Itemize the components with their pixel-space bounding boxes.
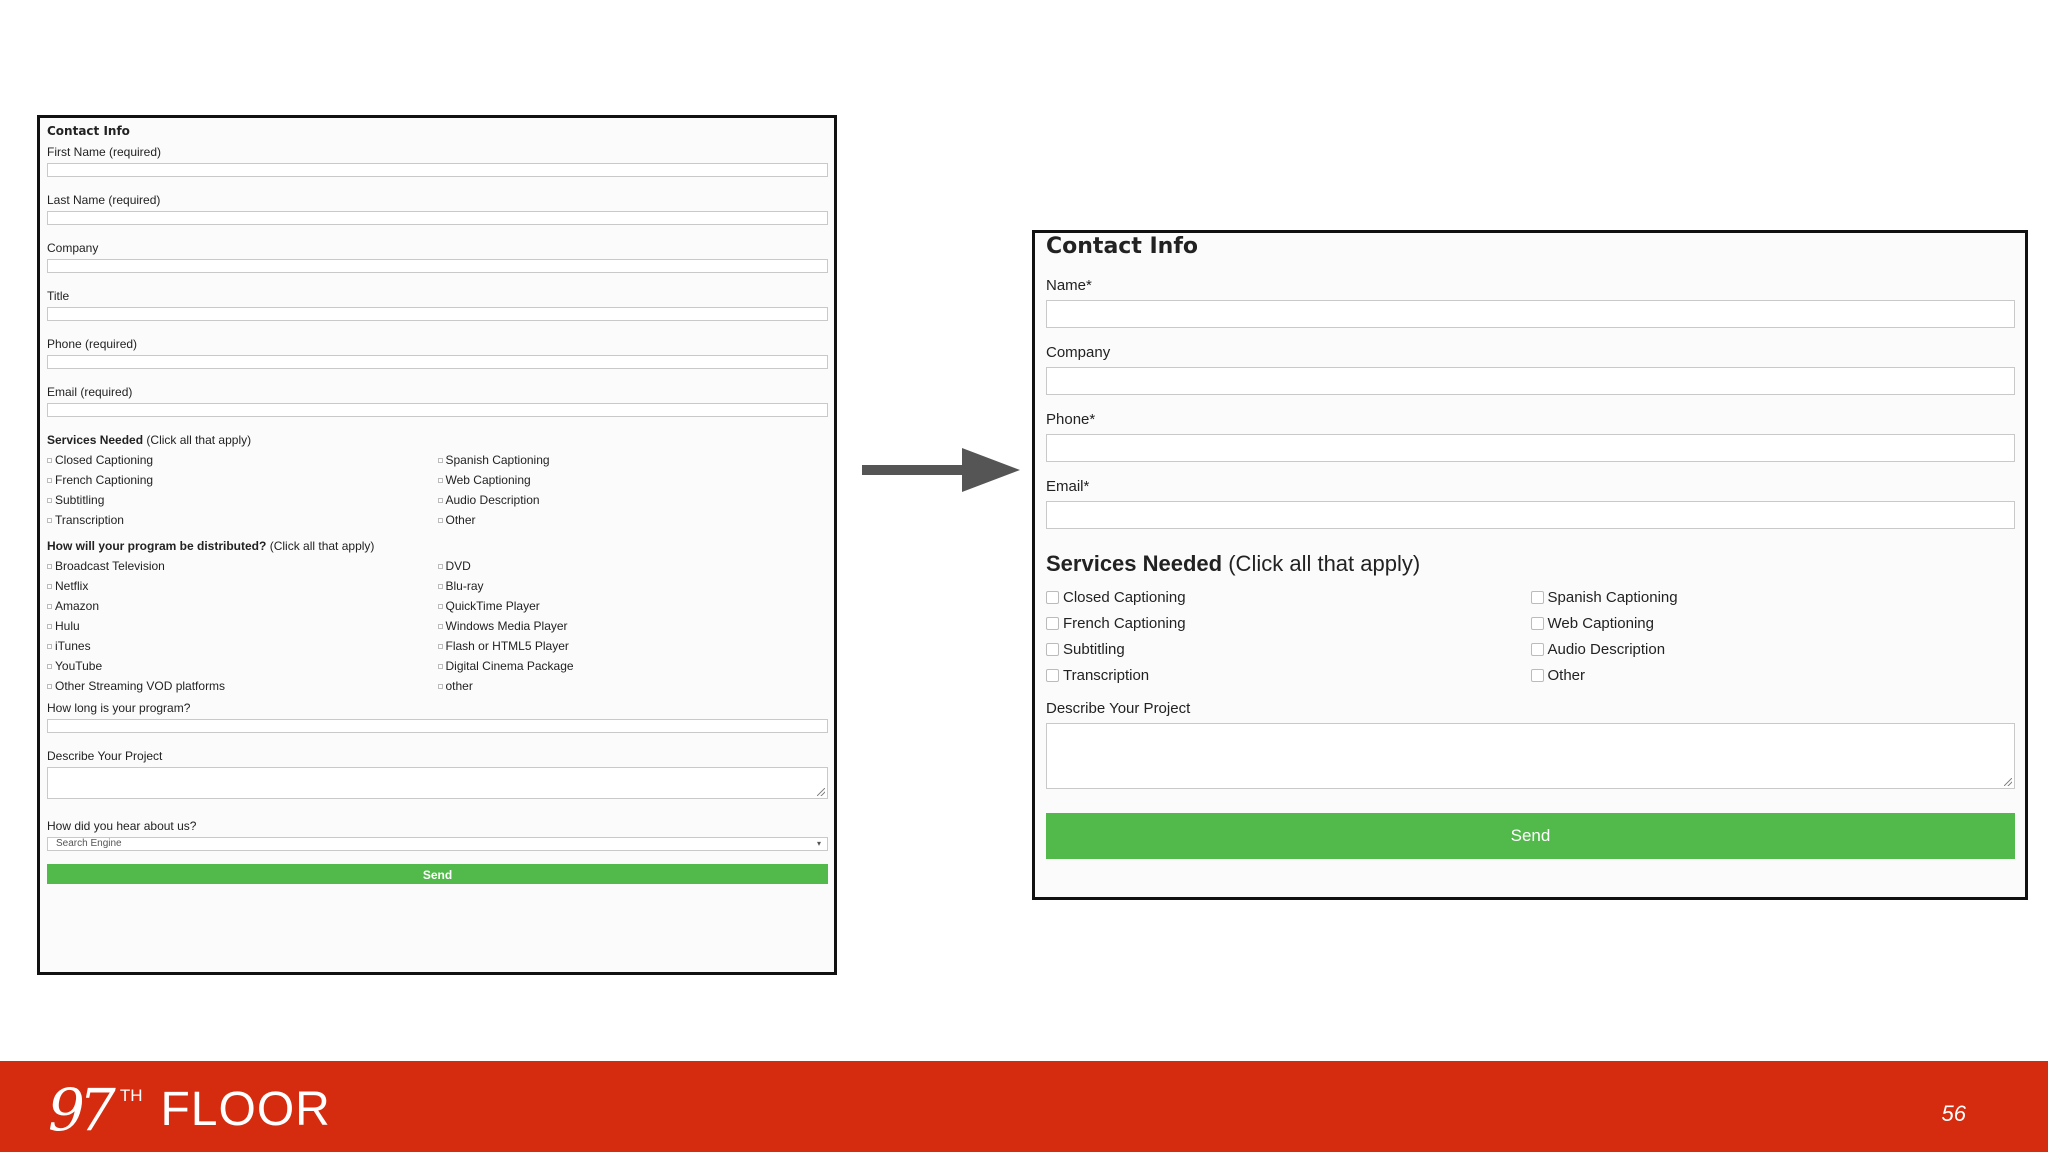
distribution-option-label: DVD — [445, 559, 471, 573]
distribution-option-label: Blu-ray — [445, 579, 484, 593]
form-title: Contact Info — [47, 124, 130, 138]
checkbox[interactable] — [47, 684, 52, 689]
logo-word: FLOOR — [160, 1083, 331, 1136]
company-label: Company — [47, 241, 99, 255]
distribution-option[interactable] — [47, 659, 438, 673]
service-option[interactable] — [1046, 589, 1531, 606]
service-option[interactable] — [1046, 641, 1531, 658]
company-logo — [48, 1076, 331, 1144]
service-option-label: Other — [445, 513, 476, 527]
distribution-option[interactable] — [438, 619, 829, 633]
send-button[interactable]: Send — [47, 864, 828, 884]
hear-about-select[interactable] — [47, 837, 828, 851]
distribution-option[interactable] — [438, 579, 829, 593]
distribution-option[interactable] — [438, 679, 829, 693]
resize-grip-icon[interactable] — [817, 788, 825, 796]
services-heading-text: Services Needed — [47, 433, 144, 447]
distribution-option[interactable] — [47, 639, 438, 653]
distribution-option-label: iTunes — [55, 639, 91, 653]
service-option[interactable] — [47, 513, 438, 527]
checkbox[interactable] — [47, 604, 52, 609]
service-option[interactable] — [438, 453, 829, 467]
distribution-option-label: Flash or HTML5 Player — [445, 639, 569, 653]
company-input[interactable] — [47, 259, 828, 273]
distribution-option-label: Digital Cinema Package — [445, 659, 574, 673]
phone-label: Phone (required) — [47, 337, 138, 351]
checkbox[interactable] — [47, 458, 52, 463]
original-contact-form — [37, 115, 837, 975]
distribution-option[interactable] — [438, 659, 829, 673]
service-option-label: Audio Description — [445, 493, 540, 507]
service-option[interactable] — [47, 453, 438, 467]
distribution-option[interactable] — [47, 599, 438, 613]
phone-input[interactable] — [47, 355, 828, 369]
distribution-option-label: Other Streaming VOD platforms — [55, 679, 226, 693]
program-length-input[interactable] — [47, 719, 828, 733]
phone-label: Phone* — [1046, 411, 1096, 428]
page-number: 56 — [1941, 1101, 1966, 1126]
checkbox[interactable] — [47, 644, 52, 649]
checkbox[interactable] — [438, 624, 443, 629]
services-heading-text: Services Needed — [1046, 551, 1223, 576]
distribution-option-label: Broadcast Television — [55, 559, 165, 573]
distribution-option-label: QuickTime Player — [445, 599, 540, 613]
service-option[interactable] — [1531, 589, 2016, 606]
services-heading-note: (Click all that apply) — [1228, 551, 1421, 576]
services-heading — [47, 433, 828, 447]
services-heading-note: (Click all that apply) — [146, 433, 252, 447]
checkbox[interactable] — [47, 664, 52, 669]
distribution-option[interactable] — [438, 559, 829, 573]
service-option-label: Web Captioning — [1547, 615, 1654, 632]
distribution-option-label: Netflix — [55, 579, 89, 593]
distribution-option[interactable] — [47, 679, 438, 693]
service-option[interactable] — [47, 493, 438, 507]
checkbox[interactable] — [47, 478, 52, 483]
service-option-label: Audio Description — [1547, 641, 1666, 658]
distribution-option[interactable] — [47, 579, 438, 593]
service-option-label: Closed Captioning — [1063, 589, 1186, 606]
checkbox[interactable] — [47, 584, 52, 589]
distribution-option[interactable] — [438, 599, 829, 613]
service-option-label: Spanish Captioning — [445, 453, 550, 467]
service-option-label: Transcription — [55, 513, 124, 527]
checkbox[interactable] — [438, 664, 443, 669]
program-length-label: How long is your program? — [47, 701, 191, 715]
service-option[interactable] — [438, 473, 829, 487]
checkbox[interactable] — [438, 604, 443, 609]
services-heading — [1046, 551, 2015, 577]
distribution-option-label: Amazon — [55, 599, 100, 613]
service-option[interactable] — [1531, 641, 2016, 658]
checkbox[interactable] — [438, 498, 443, 503]
simplified-contact-form — [1032, 230, 2028, 900]
distribution-heading-note: (Click all that apply) — [269, 539, 375, 553]
service-option-label: Transcription — [1063, 667, 1150, 684]
service-option-label: French Captioning — [1063, 615, 1186, 632]
form-title: Contact Info — [1046, 234, 1199, 259]
service-option[interactable] — [47, 473, 438, 487]
title-label: Title — [47, 289, 70, 303]
checkbox[interactable] — [1531, 643, 1544, 656]
checkbox[interactable] — [47, 498, 52, 503]
checkbox[interactable] — [1531, 591, 1544, 604]
distribution-checkbox-group — [47, 559, 828, 693]
last-name-label: Last Name (required) — [47, 193, 161, 207]
service-option-label: Closed Captioning — [55, 453, 154, 467]
service-option[interactable] — [1531, 667, 2016, 684]
chevron-down-icon: ▾ — [816, 839, 821, 848]
service-option[interactable] — [438, 513, 829, 527]
first-name-input[interactable] — [47, 163, 828, 177]
checkbox[interactable] — [438, 458, 443, 463]
checkbox[interactable] — [47, 518, 52, 523]
distribution-option-label: Windows Media Player — [445, 619, 568, 633]
distribution-heading-text: How will your program be distributed? — [47, 539, 267, 553]
email-label: Email (required) — [47, 385, 133, 399]
distribution-heading — [47, 539, 828, 553]
checkbox[interactable] — [438, 644, 443, 649]
name-label: Name* — [1046, 277, 1092, 294]
service-option-label: Spanish Captioning — [1547, 589, 1678, 606]
checkbox[interactable] — [1046, 591, 1059, 604]
email-input[interactable] — [47, 403, 828, 417]
service-option-label: French Captioning — [55, 473, 154, 487]
distribution-option-label: Hulu — [55, 619, 80, 633]
service-option[interactable] — [438, 493, 829, 507]
hear-about-label: How did you hear about us? — [47, 819, 197, 833]
phone-input[interactable] — [1046, 434, 2015, 462]
checkbox[interactable] — [47, 564, 52, 569]
checkbox[interactable] — [438, 478, 443, 483]
title-input[interactable] — [47, 307, 828, 321]
name-input[interactable] — [1046, 300, 2015, 328]
checkbox[interactable] — [438, 584, 443, 589]
company-label: Company — [1046, 344, 1111, 361]
service-option-label: Subtitling — [55, 493, 105, 507]
right-arrow-icon — [862, 448, 1020, 492]
email-input[interactable] — [1046, 501, 2015, 529]
services-checkbox-group — [1046, 589, 2015, 684]
resize-grip-icon[interactable] — [2004, 778, 2012, 786]
checkbox[interactable] — [438, 518, 443, 523]
service-option-label: Web Captioning — [445, 473, 531, 487]
describe-project-textarea[interactable] — [47, 767, 828, 799]
describe-project-textarea[interactable] — [1046, 723, 2015, 789]
first-name-label: First Name (required) — [47, 145, 162, 159]
checkbox[interactable] — [1531, 617, 1544, 630]
distribution-option[interactable] — [47, 559, 438, 573]
service-option-label: Subtitling — [1063, 641, 1125, 658]
service-option-label: Other — [1547, 667, 1586, 684]
distribution-option-label: other — [445, 679, 473, 693]
checkbox[interactable] — [1046, 617, 1059, 630]
distribution-option-label: YouTube — [55, 659, 103, 673]
services-checkbox-group — [47, 453, 828, 527]
checkbox[interactable] — [1531, 669, 1544, 682]
logo-superscript: TH — [119, 1086, 143, 1105]
describe-project-label: Describe Your Project — [1046, 700, 1191, 717]
service-option[interactable] — [1531, 615, 2016, 632]
checkbox[interactable] — [438, 564, 443, 569]
company-input[interactable] — [1046, 367, 2015, 395]
service-option[interactable] — [1046, 667, 1531, 684]
service-option[interactable] — [1046, 615, 1531, 632]
send-button[interactable]: Send — [1046, 813, 2015, 859]
checkbox[interactable] — [1046, 643, 1059, 656]
distribution-option[interactable] — [438, 639, 829, 653]
checkbox[interactable] — [438, 684, 443, 689]
hear-about-value: Search Engine — [56, 838, 122, 849]
logo-number: 97 — [48, 1076, 110, 1144]
last-name-input[interactable] — [47, 211, 828, 225]
describe-project-label: Describe Your Project — [47, 749, 163, 763]
checkbox[interactable] — [1046, 669, 1059, 682]
distribution-option[interactable] — [47, 619, 438, 633]
checkbox[interactable] — [47, 624, 52, 629]
email-label: Email* — [1046, 478, 1090, 495]
